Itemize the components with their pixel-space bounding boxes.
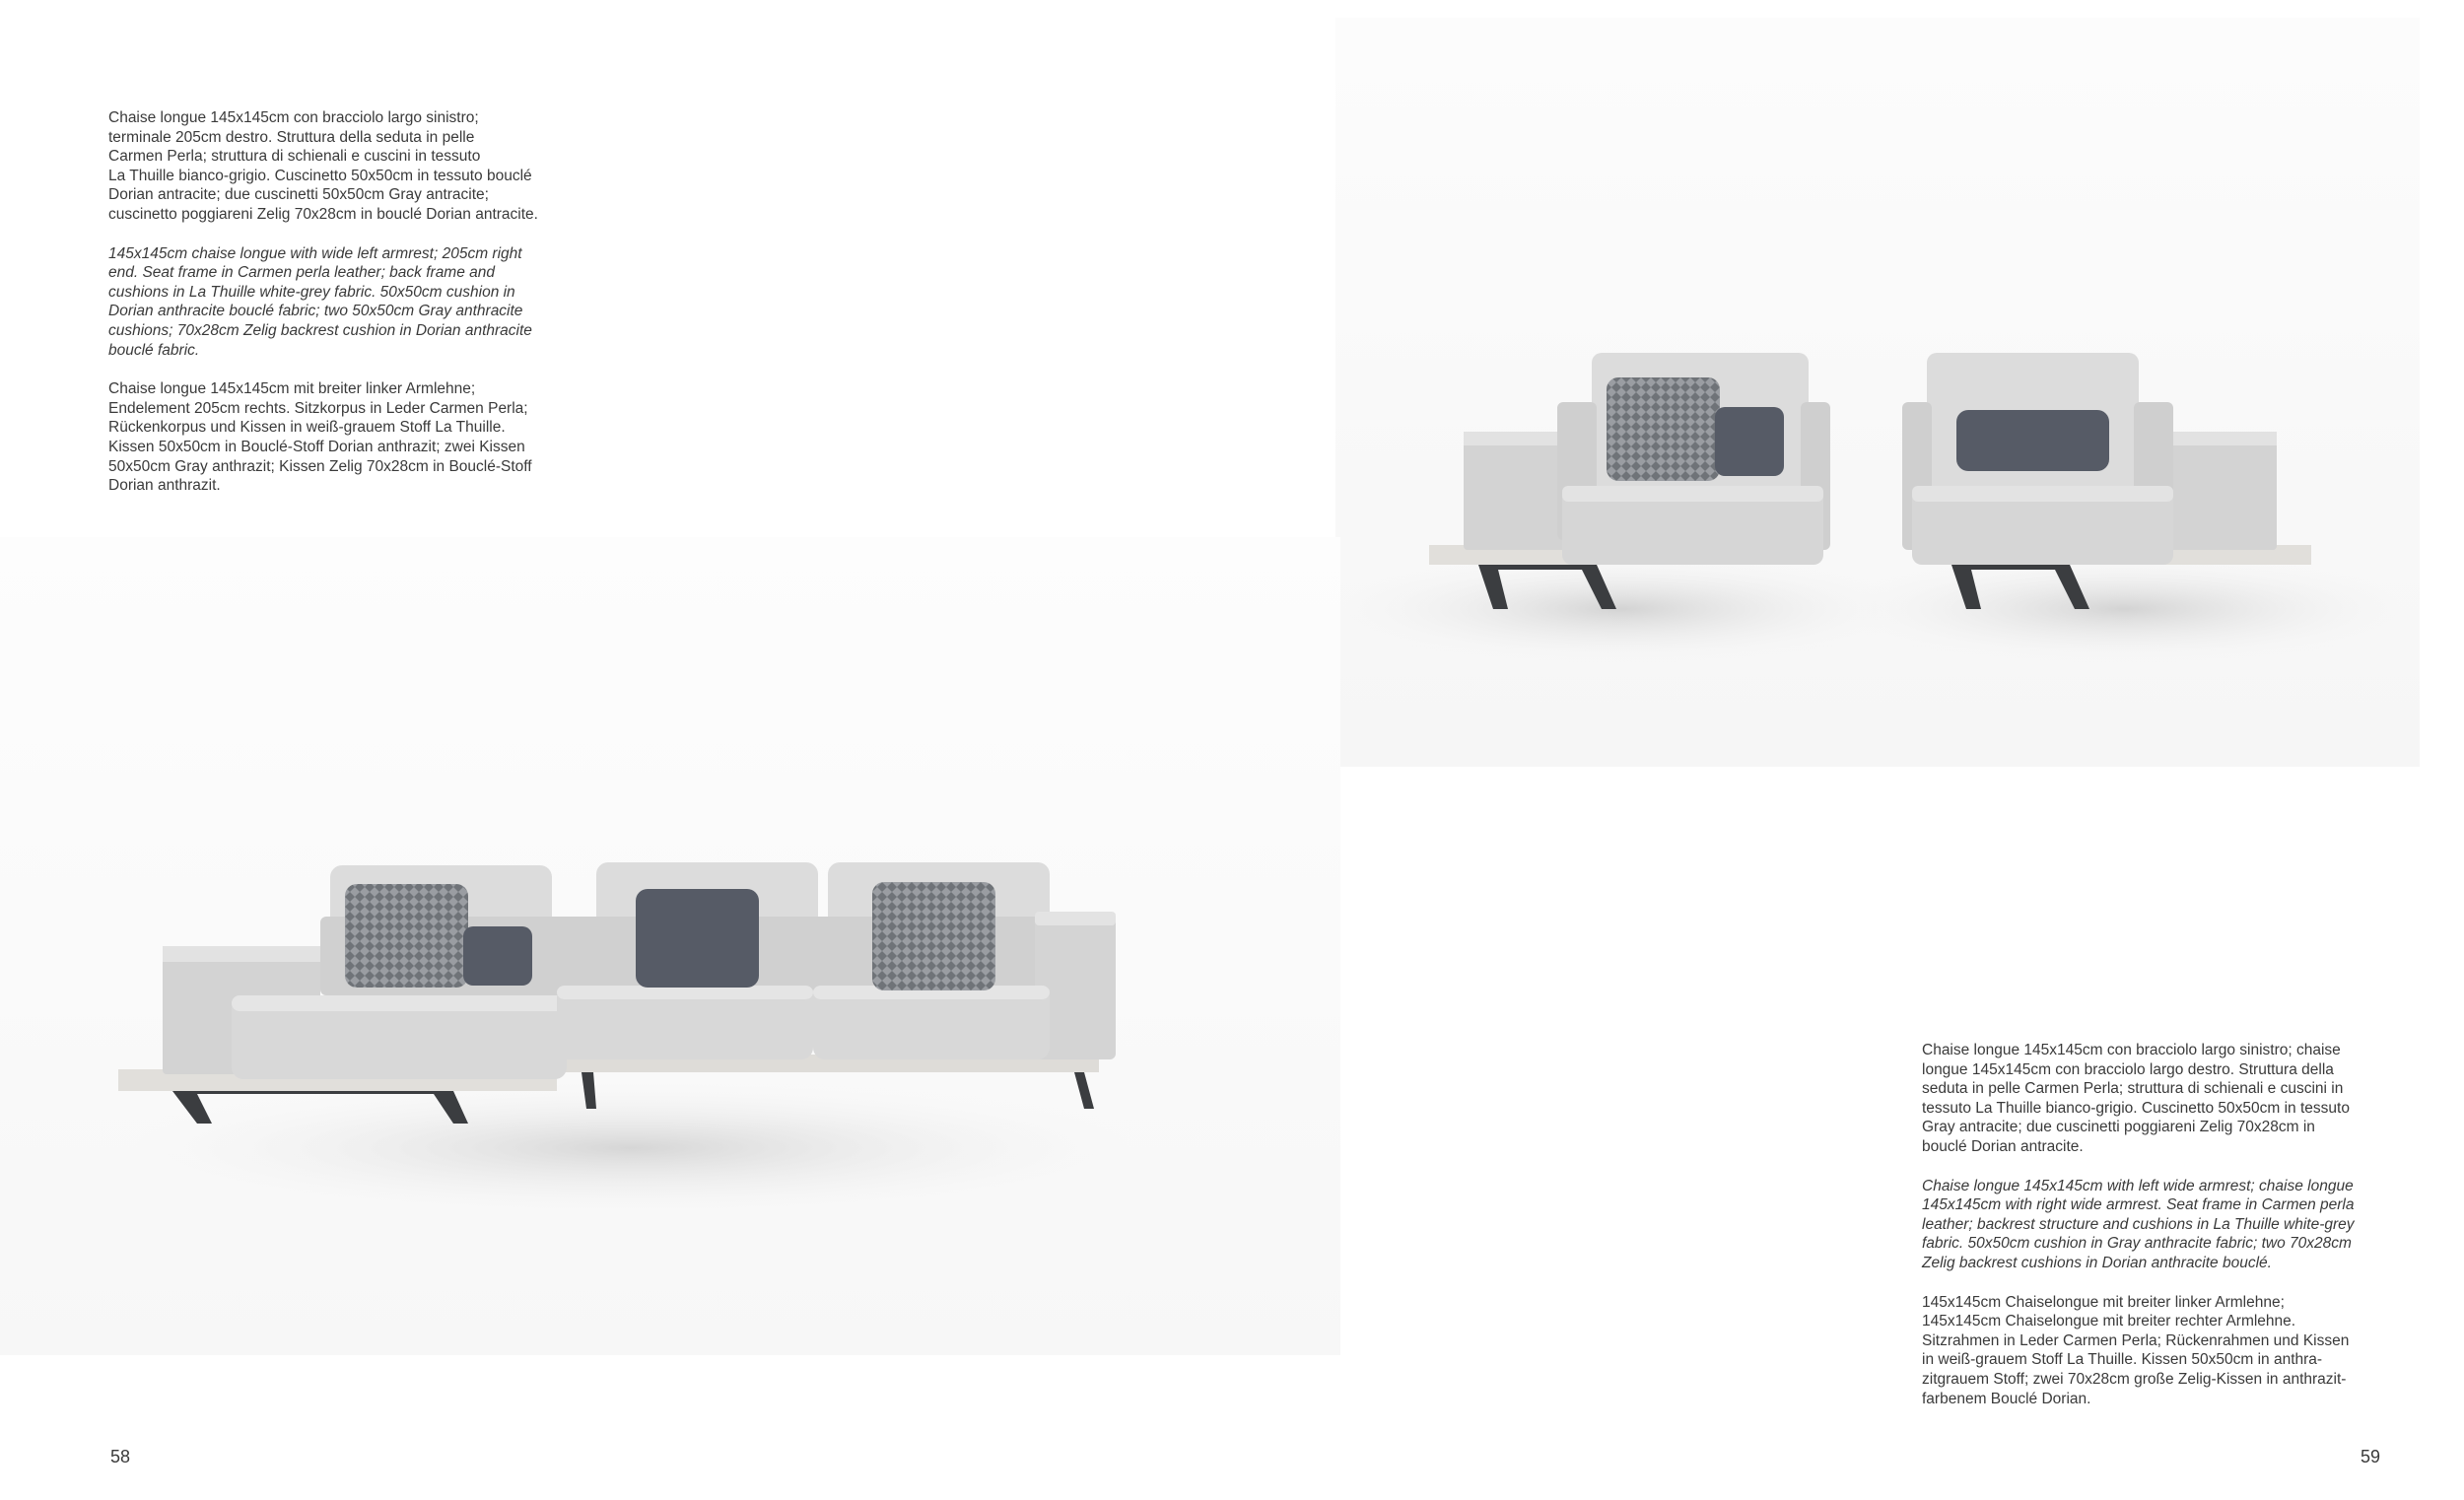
left-caption (108, 108, 621, 515)
page-number-right: 59 (2361, 1447, 2381, 1466)
right-caption (1922, 1041, 2434, 1428)
two-chaise-longues-illustration (1335, 18, 2420, 767)
left-caption-german: Chaise longue 145x145cm mit breiter linker Armlehne; Endelement 205cm rechts. Sitzkorpus in Leder Carmen Perla; Rückenkorpus und Kissen in weiß-grauem Stoff La Thuille. Kissen 50x50cm in Bouclé-Stoff Dorian anthrazit; zwei Kissen 50x50cm Gray anthrazit; Kissen Zelig 70x28cm in Bouclé-Stoff Dorian anthrazit. (108, 380, 532, 495)
right-caption-english: Chaise longue 145x145cm with left wide armrest; chaise longue 145x145cm with right wide armrest. Seat frame in Carmen perla leather; backrest structure and cushions in La Thuille white-grey fabric. 50x50cm cushion in Gray anthracite fabric; two 70x28cm Zelig backrest cushions in Dorian anthracite bouclé. (1922, 1177, 2355, 1271)
right-caption-german: 145x145cm Chaiselongue mit breiter linker Armlehne; 145x145cm Chaiselongue mit breiter rechter Armlehne. Sitzrahmen in Leder Carmen Perla; Rückenrahmen und Kissen in weiß-grauem Stoff La Thuille. Kissen 50x50cm in anthra- zitgrauem Stoff; zwei 70x28cm große Zelig-Kissen in anthrazit- farbenem Bouclé Dorian. (1922, 1293, 2350, 1407)
page-number-left: 58 (110, 1447, 131, 1466)
right-caption-italian: Chaise longue 145x145cm con bracciolo largo sinistro; chaise longue 145x145cm con bracciolo largo destro. Struttura della seduta in pelle Carmen Perla; struttura di schienali e cuscini in tessuto La Thuille bianco-grigio. Cuscinetto 50x50cm in tessuto Gray antracite; due cuscinetti poggiareni Zelig 70x28cm in bouclé Dorian antracite. (1922, 1042, 2350, 1155)
photo-sectional-sofa (0, 537, 1340, 1355)
sectional-sofa-illustration (0, 537, 1340, 1355)
left-caption-italian: Chaise longue 145x145cm con bracciolo largo sinistro; terminale 205cm destro. Struttura della seduta in pelle Carmen Perla; struttura di schienali e cuscini in tessuto La Thuille bianco-grigio. Cuscinetto 50x50cm in tessuto bouclé Dorian antracite; due cuscinetti 50x50cm Gray antracite; cuscinetto poggiareni Zelig 70x28cm in bouclé Dorian antracite. (108, 109, 538, 223)
photo-two-chaise-longues (1335, 18, 2420, 767)
left-caption-english: 145x145cm chaise longue with wide left armrest; 205cm right end. Seat frame in Carmen perla leather; back frame and cushions in La Thuille white-grey fabric. 50x50cm cushion in Dorian anthracite bouclé fabric; two 50x50cm Gray anthracite cushions; 70x28cm Zelig backrest cushion in Dorian anthracite bouclé fabric. (108, 244, 532, 359)
